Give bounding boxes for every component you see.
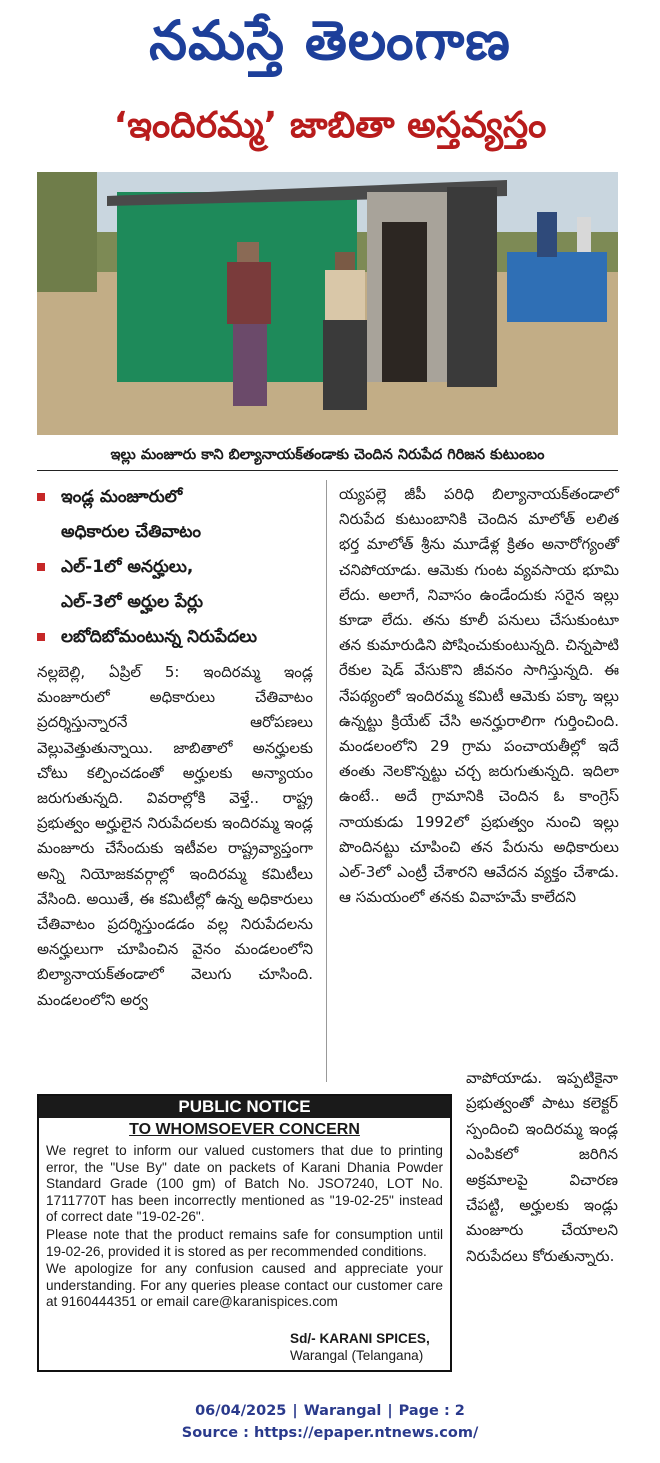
footer-date: 06/04/2025 bbox=[195, 1403, 287, 1419]
highlight-item bbox=[37, 480, 337, 550]
bullet-square-icon bbox=[37, 633, 45, 641]
highlight-item bbox=[37, 550, 337, 620]
article-column-right bbox=[339, 482, 619, 910]
article-text: నల్లబెల్లి, ఏప్రిల్‌ 5: ఇందిరమ్మ ఇండ్ల మంజూరులో అధికారులు చేతివాటం ప్రదర్శిస్తున్నారనే ఆరోపణలు వెల్లువెత్తుతున్నాయి. జాబితాలో అనర్హులకు చోటు కల్పించడంతో అర్హులకు అన్యాయం జరుగుతున్నది. వివరాల్లోకి వెళ్తే.. రాష్ట్ర ప్రభుత్వం అర్హులైన నిరుపేదలకు ఇందిరమ్మ ఇండ్ల మంజూరు చేసేందుకు ఇటీవల రాష్ట్రవ్యాప్తంగా అన్ని నియోజకవర్గాల్లో ఇందిరమ్మ కమిటీలు వేసింది. అయితే, ఈ కమిటీల్లో ఉన్న అధికారులు చేతివాటం ప్రదర్శిస్తుండడం వల్ల నిరుపేదలను అనర్హులుగా చూపించిన వైనం మండలంలోని బిల్యానాయక్‌తండాలో వెలుగు చూసింది. మండలంలోని అర్వ bbox=[37, 663, 313, 1009]
footer-separator: | bbox=[292, 1403, 298, 1419]
column-divider bbox=[326, 480, 327, 1082]
article-photo bbox=[37, 172, 618, 435]
highlight-line: ఎల్‌-1లో అనర్హులు, bbox=[61, 557, 194, 577]
newspaper-masthead: నమస్తే తెలంగాణ bbox=[149, 9, 511, 72]
footer-source: Source : https://epaper.ntnews.com/ bbox=[181, 1425, 479, 1441]
family-photo-illustration bbox=[37, 172, 618, 435]
photo-caption: ఇల్లు మంజూరు కాని బిల్యానాయక్‌తండాకు చెందిన నిరుపేద గిరిజన కుటుంబం bbox=[37, 440, 618, 471]
notice-subtitle: TO WHOMSOEVER CONCERN bbox=[129, 1121, 360, 1138]
notice-paragraph: We regret to inform our valued customers that due to printing error, the "Use By" date on packets of Karani Dhania Powder Standard Grade (100 gm) of Batch No. JSO7240, LOT No. 1711770T has been incorrectly mentioned as "19-02-25" instead of correct date "19-02-26". bbox=[46, 1143, 443, 1225]
public-notice-box bbox=[37, 1094, 452, 1372]
footer-edition: Warangal bbox=[303, 1403, 382, 1419]
highlights-list bbox=[37, 480, 337, 655]
notice-firm-name: Sd/- KARANI SPICES, bbox=[290, 1331, 430, 1346]
bullet-square-icon bbox=[37, 563, 45, 571]
highlight-line: ఇండ్ల మంజూరులో bbox=[61, 487, 183, 507]
page-footer bbox=[0, 1400, 660, 1444]
notice-signature bbox=[290, 1330, 440, 1364]
highlight-line: అధికారుల చేతివాటం bbox=[61, 522, 202, 542]
notice-firm-place: Warangal (Telangana) bbox=[290, 1348, 424, 1363]
footer-separator: | bbox=[387, 1403, 393, 1419]
notice-body bbox=[39, 1141, 450, 1311]
notice-title: PUBLIC NOTICE bbox=[39, 1096, 450, 1118]
article-column-left bbox=[37, 660, 313, 1013]
article-text: య్యపల్లె జీపీ పరిధి బిల్యానాయక్‌తండాలో నిరుపేద కుటుంబానికి చెందిన మాలోత్‌ లలిత భర్త మాలోత్‌ శ్రీను మూడేళ్ల క్రితం అనారోగ్యంతో చనిపోయాడు. ఆమెకు గుంట వ్యవసాయ భూమి లేదు. అలాగే, నివాసం ఉండేందుకు సరైన ఇల్లు కూడా లేదు. తను కూలీ పనులు చేసుకుంటూ తన కుమారుడిని పోషించుకుంటున్నది. చిన్నపాటి రేకుల షెడ్‌ వేసుకొని జీవనం సాగిస్తున్నది. ఈ నేపథ్యంలో ఇందిరమ్మ కమిటీ ఆమెకు పక్కా ఇల్లు ఉన్నట్టు క్రియేట్‌ చేసి అనర్హురాలిగా గుర్తించింది. మండలంలోని 29 గ్రామ పంచాయతీల్లో ఇదే తంతు నెలకొన్నట్టు చర్చ జరుగుతున్నది. ఇదిలా ఉంటే.. అదే గ్రామానికి చెందిన ఓ కాంగ్రెస్‌ నాయకుడు 1992లో ప్రభుత్వం నుంచి ఇల్లు పొందినట్టు చూపించి తన పేరును అధికారులు ఎల్‌-3లో ఎంట్రీ చేశారని ఆవేదన వ్యక్తం చేశాడు. ఆ సమయంలో తనకు వివాహమే కాలేదని bbox=[339, 485, 619, 907]
highlight-line: లబోదిబోమంటున్న నిరుపేదలు bbox=[61, 627, 258, 647]
highlight-line: ఎల్‌-3లో అర్హుల పేర్లు bbox=[61, 592, 204, 612]
footer-meta bbox=[0, 1400, 660, 1422]
notice-paragraph: We apologize for any confusion caused and appreciate your understanding. For any queries please contact our customer care at 9160444351 or email care@karanispices.com bbox=[46, 1261, 443, 1310]
footer-page: Page : 2 bbox=[398, 1403, 465, 1419]
highlight-item bbox=[37, 620, 337, 655]
bullet-square-icon bbox=[37, 493, 45, 501]
article-headline: ‘ఇందిరమ్మ’ జాబితా అస్తవ్యస్తం bbox=[113, 105, 547, 146]
article-text: వాపోయాడు. ఇప్పటికైనా ప్రభుత్వంతో పాటు కలెక్టర్‌ స్పందించి ఇందిరమ్మ ఇండ్ల ఎంపికలో జరిగిన అక్రమాలపై విచారణ చేపట్టి, అర్హులకు ఇండ్లు మంజూరు చేయాలని నిరుపేదలు కోరుతున్నారు. bbox=[466, 1069, 618, 1265]
article-column-continued bbox=[466, 1066, 618, 1269]
notice-paragraph: Please note that the product remains safe for consumption until 19-02-26, provided it is stored as per recommended conditions. bbox=[46, 1226, 443, 1259]
